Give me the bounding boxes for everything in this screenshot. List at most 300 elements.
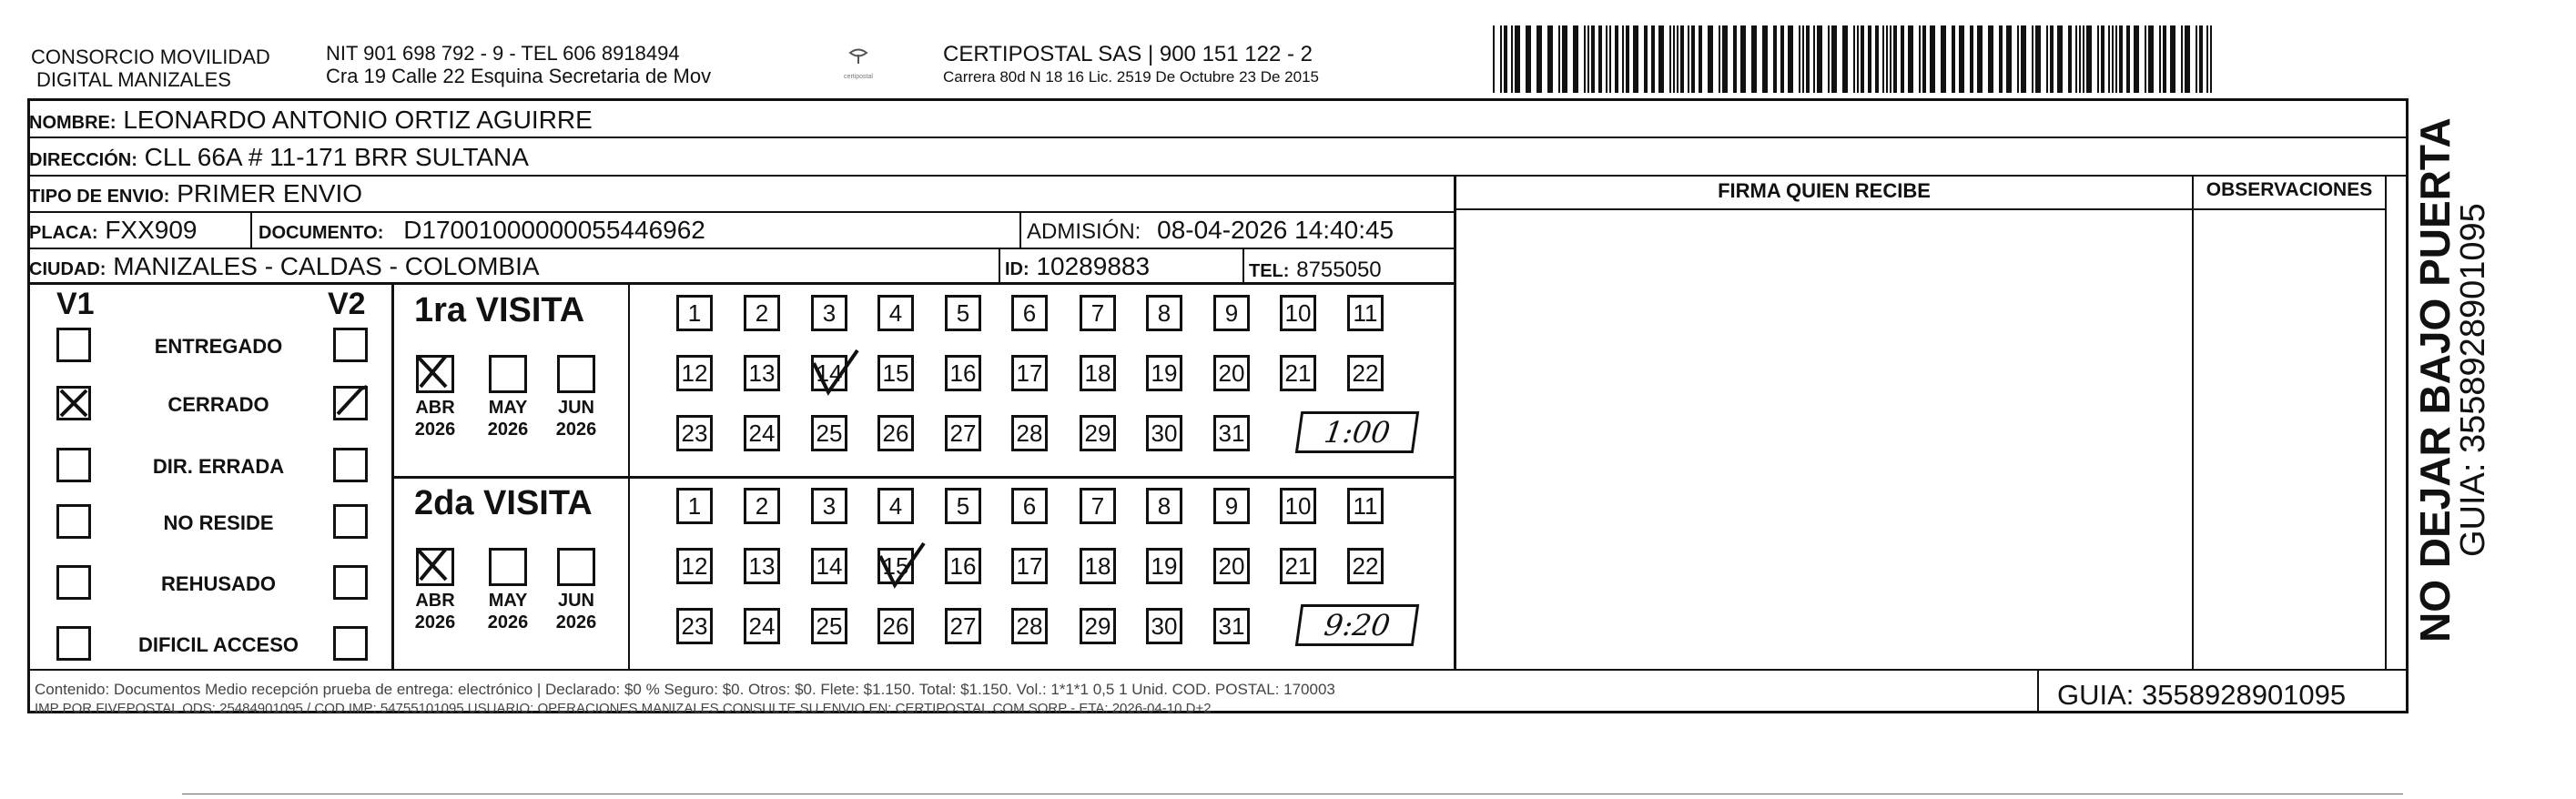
day-number: 3 bbox=[822, 491, 837, 520]
barcode-bar bbox=[1626, 25, 1629, 93]
footer-imp: IMP POR FIVEPOSTAL ODS: 25484901095 / COD.IMP: 54755101095 USUARIO: OPERACIONES MANIZALES CONSULTE SU ENVIO EN: CERTIPOSTAL.COM SORP - ETA: 2026-04-10 D+2 bbox=[35, 701, 1212, 716]
barcode-bar bbox=[2119, 25, 2123, 93]
v1-checkbox[interactable] bbox=[56, 565, 91, 600]
footer-contenido: Contenido: Documentos Medio recepción prueba de entrega: electrónico | Declarado: $0 % Seguro: $0. Otros: $0. Flete: $1.150. Total: $1.150. Vol.: 1*1*1 0,5 1 Unid. COD. POSTAL: 170003 bbox=[35, 681, 1335, 698]
day-number: 26 bbox=[882, 612, 909, 640]
barcode-bar bbox=[2075, 25, 2077, 93]
barcode-bar bbox=[1941, 25, 1946, 93]
day-number: 28 bbox=[1016, 612, 1043, 640]
day-box[interactable] bbox=[1080, 488, 1116, 524]
tipo-label: TIPO DE ENVIO: bbox=[29, 187, 170, 207]
day-box[interactable] bbox=[877, 295, 914, 331]
barcode-bar bbox=[1680, 25, 1684, 93]
barcode-bar bbox=[1868, 25, 1871, 93]
day-box[interactable] bbox=[1146, 548, 1182, 584]
barcode-bar bbox=[1699, 25, 1702, 93]
day-box[interactable] bbox=[1146, 608, 1182, 644]
day-box[interactable] bbox=[945, 295, 981, 331]
certipostal-logo bbox=[827, 44, 890, 89]
day-box[interactable] bbox=[1347, 488, 1384, 524]
day-box[interactable] bbox=[811, 355, 847, 391]
placa-value: FXX909 bbox=[105, 216, 198, 244]
v2-checkbox[interactable] bbox=[333, 328, 368, 362]
barcode-image bbox=[1493, 25, 2217, 93]
day-box[interactable] bbox=[811, 488, 847, 524]
barcode-bar bbox=[1802, 25, 1804, 93]
barcode-bar bbox=[1988, 25, 1993, 93]
firma-header: FIRMA QUIEN RECIBE bbox=[1718, 179, 1931, 202]
day-number: 24 bbox=[748, 419, 776, 447]
day-number: 19 bbox=[1151, 551, 1178, 580]
day-number: 12 bbox=[681, 359, 708, 387]
barcode-bar bbox=[2097, 25, 2099, 93]
day-box[interactable] bbox=[877, 608, 914, 644]
signature-area[interactable] bbox=[1458, 212, 2190, 667]
day-box[interactable] bbox=[676, 415, 713, 451]
day-mark-icon bbox=[808, 345, 863, 400]
day-box[interactable] bbox=[1011, 548, 1048, 584]
day-box[interactable] bbox=[1146, 355, 1182, 391]
ciudad-value: MANIZALES - CALDAS - COLOMBIA bbox=[113, 252, 540, 280]
v2-checkbox[interactable] bbox=[333, 504, 368, 539]
placa-cell bbox=[29, 214, 198, 249]
observations-area[interactable] bbox=[2196, 212, 2383, 667]
footer-divider bbox=[27, 669, 2409, 671]
nombre-value: LEONARDO ANTONIO ORTIZ AGUIRRE bbox=[123, 106, 593, 134]
barcode-bar bbox=[2206, 25, 2208, 93]
barcode-bar bbox=[1780, 25, 1784, 93]
barcode-bar bbox=[2068, 25, 2072, 93]
day-box[interactable] bbox=[744, 355, 780, 391]
admision-cell bbox=[1027, 214, 1394, 248]
barcode-bar bbox=[1673, 25, 1675, 93]
day-number: 31 bbox=[1218, 419, 1245, 447]
v2-checkbox[interactable] bbox=[333, 565, 368, 600]
barcode-bar bbox=[1799, 25, 1800, 93]
tipo-row bbox=[29, 177, 362, 213]
day-box[interactable] bbox=[1011, 488, 1048, 524]
status-option-label: DIFICIL ACCESO bbox=[137, 633, 299, 656]
barcode-bar bbox=[1970, 25, 1973, 93]
day-number: 4 bbox=[888, 298, 903, 327]
company-contact bbox=[326, 42, 711, 87]
day-box[interactable] bbox=[1080, 295, 1116, 331]
barcode-bar bbox=[1817, 25, 1822, 93]
courier-address: Carrera 80d N 18 16 Lic. 2519 De Octubre 23 De 2015 bbox=[943, 68, 1319, 86]
day-box[interactable] bbox=[676, 355, 713, 391]
day-number: 8 bbox=[1157, 298, 1171, 327]
firma-header-line bbox=[1456, 208, 2387, 210]
day-box[interactable] bbox=[811, 608, 847, 644]
day-number: 8 bbox=[1157, 491, 1171, 520]
month-checkbox[interactable] bbox=[557, 548, 595, 586]
barcode-bar bbox=[1515, 25, 1520, 93]
day-number: 6 bbox=[1022, 491, 1037, 520]
visit-sep bbox=[391, 476, 1455, 479]
day-box[interactable] bbox=[877, 415, 914, 451]
barcode-bar bbox=[1609, 25, 1611, 93]
table-right-border bbox=[2406, 98, 2409, 713]
address-line: Cra 19 Calle 22 Esquina Secretaria de Mov bbox=[326, 65, 712, 87]
day-number: 19 bbox=[1151, 359, 1178, 387]
barcode-bar bbox=[2210, 25, 2212, 93]
day-box[interactable] bbox=[1347, 355, 1384, 391]
tel-cell bbox=[1249, 252, 1382, 288]
barcode-bar bbox=[1773, 25, 1777, 93]
day-box[interactable] bbox=[945, 548, 981, 584]
table-top-border bbox=[27, 98, 2409, 101]
second-visit-title: 2da VISITA bbox=[414, 484, 593, 522]
v2-checkbox[interactable] bbox=[333, 626, 368, 661]
documento-label: DOCUMENTO: bbox=[259, 223, 384, 243]
logo-icon bbox=[827, 44, 890, 89]
barcode-bar bbox=[2163, 25, 2166, 93]
day-number: 10 bbox=[1284, 491, 1312, 520]
day-number: 27 bbox=[949, 612, 977, 640]
barcode-bar bbox=[1584, 25, 1586, 93]
day-box[interactable] bbox=[1213, 355, 1250, 391]
placa-sep bbox=[250, 211, 252, 248]
barcode-bar bbox=[1828, 25, 1830, 93]
day-box[interactable] bbox=[1146, 488, 1182, 524]
barcode-bar bbox=[2115, 25, 2117, 93]
id-value: 10289883 bbox=[1036, 252, 1151, 280]
barcode-bar bbox=[2134, 25, 2139, 93]
v1-checkbox[interactable] bbox=[56, 328, 91, 362]
firma-left-border bbox=[1454, 175, 1456, 671]
day-box[interactable] bbox=[1347, 295, 1384, 331]
barcode-bar bbox=[1788, 25, 1793, 93]
barcode-bar bbox=[1587, 25, 1589, 93]
day-box[interactable] bbox=[744, 295, 780, 331]
day-number: 28 bbox=[1016, 419, 1043, 447]
barcode-bar bbox=[2101, 25, 2104, 93]
obs-left-border bbox=[2192, 175, 2194, 671]
v2-checkbox[interactable] bbox=[333, 386, 368, 420]
day-number: 24 bbox=[748, 612, 776, 640]
day-number: 18 bbox=[1084, 551, 1111, 580]
day-box[interactable] bbox=[744, 415, 780, 451]
company-line-2: DIGITAL MANIZALES bbox=[36, 68, 231, 91]
day-number: 1 bbox=[687, 298, 702, 327]
month-checkbox[interactable] bbox=[557, 355, 595, 393]
month-label: JUN 2026 bbox=[555, 591, 597, 632]
admision-sep bbox=[1019, 211, 1021, 248]
barcode-bar bbox=[1882, 25, 1884, 93]
barcode-bar bbox=[1493, 25, 1495, 93]
day-box[interactable] bbox=[1080, 355, 1116, 391]
barcode-bar bbox=[1651, 25, 1655, 93]
day-box[interactable] bbox=[1146, 415, 1182, 451]
day-number: 30 bbox=[1151, 419, 1178, 447]
day-box[interactable] bbox=[744, 548, 780, 584]
barcode-bar bbox=[2126, 25, 2130, 93]
handwritten-time[interactable]: 9:20 bbox=[1295, 604, 1419, 646]
day-number: 20 bbox=[1218, 551, 1245, 580]
day-box[interactable] bbox=[676, 295, 713, 331]
tel-sep bbox=[1242, 248, 1244, 284]
day-number: 17 bbox=[1016, 551, 1043, 580]
day-number: 6 bbox=[1022, 298, 1037, 327]
barcode-bar bbox=[2057, 25, 2063, 93]
barcode-bar bbox=[1908, 25, 1913, 93]
month-label: JUN 2026 bbox=[555, 398, 597, 440]
day-box[interactable] bbox=[1213, 608, 1250, 644]
barcode-bar bbox=[1842, 25, 1848, 93]
barcode-bar bbox=[2181, 25, 2183, 93]
day-box[interactable] bbox=[1280, 548, 1316, 584]
v1-checkbox[interactable] bbox=[56, 386, 91, 420]
barcode-bar bbox=[1901, 25, 1904, 93]
day-number: 16 bbox=[949, 359, 977, 387]
barcode-bar bbox=[1573, 25, 1578, 93]
barcode-bar bbox=[1919, 25, 1921, 93]
day-box[interactable] bbox=[1347, 548, 1384, 584]
handwritten-time[interactable]: 1:00 bbox=[1295, 411, 1419, 453]
barcode-bar bbox=[1999, 25, 2003, 93]
day-box[interactable] bbox=[945, 608, 981, 644]
day-box[interactable] bbox=[1011, 355, 1048, 391]
barcode-bar bbox=[1952, 25, 1955, 93]
day-number: 14 bbox=[816, 359, 843, 387]
day-number: 13 bbox=[748, 359, 776, 387]
day-box[interactable] bbox=[1080, 608, 1116, 644]
barcode-bar bbox=[2145, 25, 2146, 93]
day-number: 3 bbox=[822, 298, 837, 327]
status-option-label: DIR. ERRADA bbox=[152, 455, 285, 478]
barcode-bar bbox=[2170, 25, 2175, 93]
day-number: 22 bbox=[1352, 359, 1379, 387]
id-label: ID: bbox=[1005, 259, 1029, 279]
day-number: 20 bbox=[1218, 359, 1245, 387]
barcode-bar bbox=[2006, 25, 2012, 93]
day-box[interactable] bbox=[744, 488, 780, 524]
day-number: 23 bbox=[681, 419, 708, 447]
day-box[interactable] bbox=[945, 488, 981, 524]
barcode-bar bbox=[1977, 25, 1983, 93]
barcode-bar bbox=[1806, 25, 1810, 93]
day-box[interactable] bbox=[945, 415, 981, 451]
day-number: 2 bbox=[755, 298, 769, 327]
day-number: 31 bbox=[1218, 612, 1245, 640]
barcode-bar bbox=[1733, 25, 1737, 93]
tipo-value: PRIMER ENVIO bbox=[177, 179, 363, 207]
day-number: 27 bbox=[949, 419, 977, 447]
day-box[interactable] bbox=[1080, 415, 1116, 451]
day-box[interactable] bbox=[676, 608, 713, 644]
barcode-bar bbox=[1959, 25, 1964, 93]
barcode-bar bbox=[1504, 25, 1507, 93]
v2-header: V2 bbox=[328, 287, 366, 321]
day-box[interactable] bbox=[811, 295, 847, 331]
day-number: 15 bbox=[882, 551, 909, 580]
day-box[interactable] bbox=[676, 548, 713, 584]
nombre-label: NOMBRE: bbox=[29, 113, 117, 133]
day-box[interactable] bbox=[1280, 355, 1316, 391]
day-box[interactable] bbox=[1213, 415, 1250, 451]
courier-info bbox=[943, 42, 1319, 87]
placa-label: PLACA: bbox=[29, 223, 98, 243]
barcode-bar bbox=[1857, 25, 1859, 93]
day-number: 29 bbox=[1084, 612, 1111, 640]
day-box[interactable] bbox=[1011, 608, 1048, 644]
day-box[interactable] bbox=[1280, 488, 1316, 524]
day-number: 12 bbox=[681, 551, 708, 580]
day-box[interactable] bbox=[1011, 415, 1048, 451]
barcode-bar bbox=[1930, 25, 1935, 93]
day-number: 26 bbox=[882, 419, 909, 447]
barcode-bar bbox=[2148, 25, 2154, 93]
barcode-bar bbox=[2185, 25, 2190, 93]
side-guia: GUIA: 3558928901095 bbox=[2454, 203, 2492, 557]
barcode-bar bbox=[1500, 25, 1502, 93]
day-box[interactable] bbox=[1213, 488, 1250, 524]
day-box[interactable] bbox=[1213, 548, 1250, 584]
day-number: 25 bbox=[816, 419, 843, 447]
month-checkbox[interactable] bbox=[416, 548, 454, 586]
month-checkbox[interactable] bbox=[489, 355, 527, 393]
day-number: 30 bbox=[1151, 612, 1178, 640]
day-mark-icon bbox=[875, 538, 929, 592]
barcode-bar bbox=[2079, 25, 2081, 93]
v1-header: V1 bbox=[56, 287, 95, 321]
v2-checkbox[interactable] bbox=[333, 448, 368, 482]
day-box[interactable] bbox=[877, 548, 914, 584]
day-box[interactable] bbox=[1280, 295, 1316, 331]
id-cell bbox=[1005, 250, 1150, 286]
day-number: 22 bbox=[1352, 551, 1379, 580]
day-box[interactable] bbox=[877, 488, 914, 524]
day-box[interactable] bbox=[1011, 295, 1048, 331]
barcode-bar bbox=[1751, 25, 1757, 93]
day-box[interactable] bbox=[676, 488, 713, 524]
day-number: 15 bbox=[882, 359, 909, 387]
admision-label: ADMISIÓN: bbox=[1027, 219, 1141, 244]
barcode-bar bbox=[2086, 25, 2092, 93]
day-number: 11 bbox=[1353, 491, 1378, 520]
first-visit-title: 1ra VISITA bbox=[414, 291, 585, 329]
barcode-bar bbox=[1598, 25, 1602, 93]
svg-text:certipostal: certipostal bbox=[844, 74, 873, 80]
company-name bbox=[31, 46, 270, 91]
day-box[interactable] bbox=[1146, 295, 1182, 331]
footer-guia: GUIA: 3558928901095 bbox=[2057, 679, 2347, 711]
day-number: 7 bbox=[1090, 298, 1105, 327]
barcode-bar bbox=[1740, 25, 1746, 93]
day-number: 18 bbox=[1084, 359, 1111, 387]
barcode-bar bbox=[2050, 25, 2054, 93]
month-checkbox[interactable] bbox=[416, 355, 454, 393]
barcode-bar bbox=[2032, 25, 2033, 93]
barcode-bar bbox=[1762, 25, 1768, 93]
day-number: 9 bbox=[1224, 298, 1239, 327]
day-box[interactable] bbox=[811, 415, 847, 451]
barcode-bar bbox=[2021, 25, 2026, 93]
barcode-bar bbox=[1893, 25, 1897, 93]
day-box[interactable] bbox=[877, 355, 914, 391]
obs-right-border bbox=[2385, 175, 2387, 671]
nit-line: NIT 901 698 792 - 9 - TEL 606 8918494 bbox=[326, 42, 680, 65]
barcode-bar bbox=[1669, 25, 1671, 93]
day-box[interactable] bbox=[945, 355, 981, 391]
day-number: 13 bbox=[748, 551, 776, 580]
barcode-bar bbox=[1511, 25, 1513, 93]
barcode-bar bbox=[1722, 25, 1728, 93]
month-label: MAY 2026 bbox=[487, 398, 529, 440]
month-label: ABR 2026 bbox=[414, 591, 456, 632]
barcode-bar bbox=[2017, 25, 2019, 93]
tel-label: TEL: bbox=[1249, 261, 1290, 281]
barcode-bar bbox=[1861, 25, 1864, 93]
day-number: 4 bbox=[888, 491, 903, 520]
day-box[interactable] bbox=[1080, 548, 1116, 584]
id-sep bbox=[999, 248, 1000, 284]
guia-sep bbox=[2037, 671, 2039, 713]
day-number: 23 bbox=[681, 612, 708, 640]
day-box[interactable] bbox=[811, 548, 847, 584]
barcode-bar bbox=[1536, 25, 1542, 93]
barcode-bar bbox=[2035, 25, 2041, 93]
day-number: 5 bbox=[956, 298, 970, 327]
courier-name: CERTIPOSTAL SAS | 900 151 122 - 2 bbox=[943, 42, 1313, 66]
day-number: 1 bbox=[687, 491, 702, 520]
barcode-bar bbox=[1719, 25, 1720, 93]
barcode-bar bbox=[1658, 25, 1664, 93]
barcode-bar bbox=[2159, 25, 2161, 93]
direccion-row bbox=[29, 141, 529, 177]
status-option-label: REHUSADO bbox=[161, 572, 276, 595]
barcode-bar bbox=[1558, 25, 1560, 93]
barcode-bar bbox=[2199, 25, 2203, 93]
barcode-bar bbox=[1644, 25, 1648, 93]
day-number: 11 bbox=[1353, 298, 1378, 327]
observaciones-header: OBSERVACIONES bbox=[2206, 179, 2373, 200]
barcode-bar bbox=[1691, 25, 1695, 93]
barcode-bar bbox=[2108, 25, 2110, 93]
barcode-bar bbox=[1547, 25, 1553, 93]
day-box[interactable] bbox=[744, 608, 780, 644]
barcode-bar bbox=[1562, 25, 1567, 93]
barcode-bar bbox=[1688, 25, 1689, 93]
month-label: ABR 2026 bbox=[414, 398, 456, 440]
ciudad-cell bbox=[29, 250, 540, 286]
barcode-bar bbox=[1591, 25, 1595, 93]
day-number: 29 bbox=[1084, 419, 1111, 447]
barcode-bar bbox=[2083, 25, 2084, 93]
day-number: 17 bbox=[1016, 359, 1043, 387]
day-number: 10 bbox=[1284, 298, 1312, 327]
side-warning: NO DEJAR BAJO PUERTA bbox=[2411, 117, 2459, 642]
day-number: 7 bbox=[1090, 491, 1105, 520]
month-label: MAY 2026 bbox=[487, 591, 529, 632]
barcode-bar bbox=[1615, 25, 1618, 93]
barcode-bar bbox=[1886, 25, 1888, 93]
day-box[interactable] bbox=[1213, 295, 1250, 331]
v1-checkbox[interactable] bbox=[56, 504, 91, 539]
v1-checkbox[interactable] bbox=[56, 626, 91, 661]
barcode-bar bbox=[1831, 25, 1837, 93]
barcode-bar bbox=[1875, 25, 1879, 93]
day-number: 9 bbox=[1224, 491, 1239, 520]
v1-checkbox[interactable] bbox=[56, 448, 91, 482]
day-number: 16 bbox=[949, 551, 977, 580]
day-number: 5 bbox=[956, 491, 970, 520]
status-option-label: CERRADO bbox=[167, 393, 269, 416]
direccion-value: CLL 66A # 11-171 BRR SULTANA bbox=[144, 143, 529, 171]
nombre-row bbox=[29, 104, 593, 139]
barcode-bar bbox=[1622, 25, 1624, 93]
month-checkbox[interactable] bbox=[489, 548, 527, 586]
